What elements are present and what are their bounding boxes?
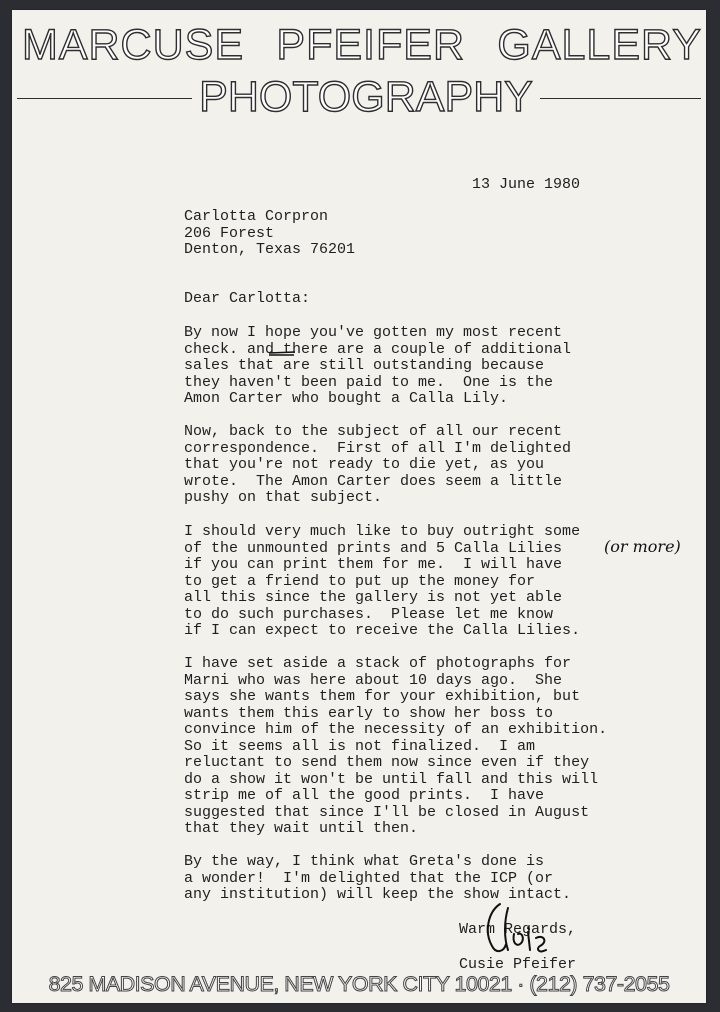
divider-line-right: [540, 98, 701, 99]
letterhead-subtitle: PHOTOGRAPHY: [199, 73, 533, 121]
recipient-line: 206 Forest: [184, 224, 275, 242]
gallery-name-word: PFEIFER: [276, 21, 465, 69]
letter-paragraph: I have set aside a stack of photographs for Marni who was here about 10 days ago. She says she wants them for your exhibition, but wants them this early to show her boss to convince him of the necessity of an exhibition. So it seems all is not finalized. I am reluctant to send them now since even if they do a show it won't be until fall and this will strip me of all the good prints. I have suggested that since I'll be closed in August that they wait until then.: [184, 655, 608, 837]
gallery-name-word: MARCUSE: [22, 21, 245, 69]
subtitle-row: [12, 73, 706, 121]
letter-date: 13 June 1980: [472, 176, 581, 193]
recipient-line: Carlotta Corpron: [184, 208, 329, 225]
recipient-line: Denton, Texas 76201: [184, 241, 356, 258]
recipient-address: [184, 209, 355, 259]
letter-paragraph: I should very much like to buy outright some of the unmounted prints and 5 Calla Lilies if you can print them for me. I will have to get a friend to put up the money for all this since the gallery is not yet able to do such purchases. Please let me know if I can expect to receive the Calla Lilies.: [184, 523, 581, 639]
gallery-name: [22, 21, 702, 69]
letter-paragraph: By now I hope you've gotten my most recent check. and there are a couple of additional sales that are still outstanding because they haven't been paid to me. One is the Amon Carter who bought a Calla Lily.: [184, 324, 572, 407]
letter-sheet: [12, 10, 706, 1003]
handwritten-note: (or more): [604, 537, 681, 556]
footer-address: 825 MADISON AVENUE, NEW YORK CITY 10021 · (212) 737-2055: [48, 972, 670, 996]
gallery-name-word: GALLERY: [497, 21, 702, 69]
signature-name: Cusie Pfeifer: [459, 956, 577, 973]
letter-paragraph: By the way, I think what Greta's done is a wonder! I'm delighted that the ICP (or any institution) will keep the show intact.: [184, 853, 572, 903]
divider-line-left: [17, 98, 192, 99]
salutation: Dear Carlotta:: [184, 290, 311, 307]
letter-paragraph: Now, back to the subject of all our recent correspondence. First of all I'm delighted that you're not ready to die yet, as you wrote. The Amon Carter does seem a little pushy on that subject.: [184, 423, 572, 506]
closing: Warm Regards,: [459, 921, 577, 938]
strikethrough-mark: [268, 350, 296, 358]
